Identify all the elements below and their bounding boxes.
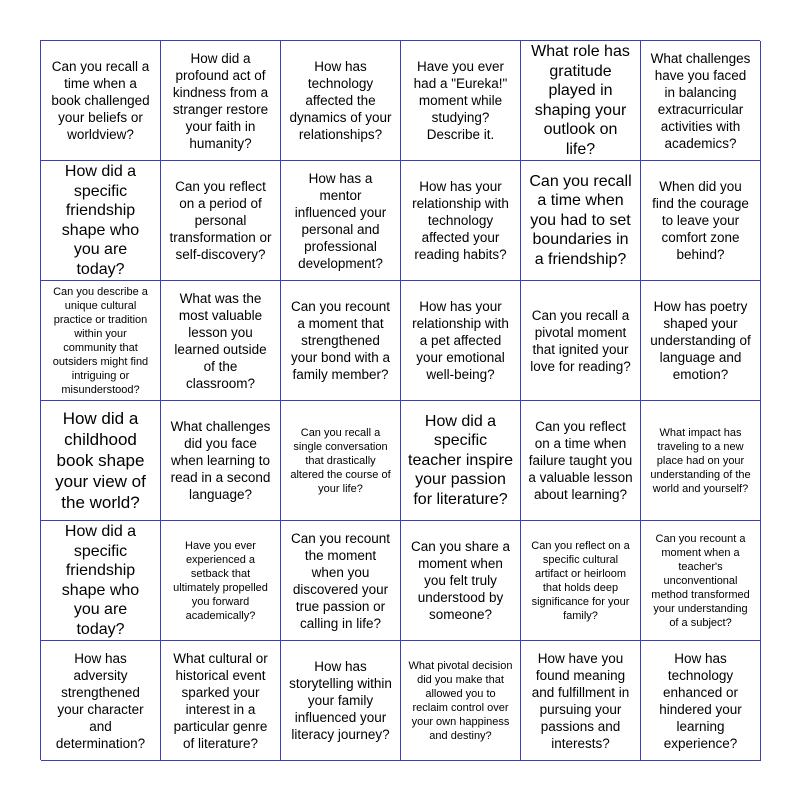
- bingo-cell[interactable]: [281, 401, 401, 521]
- bingo-cell-text: Can you reflect on a time when failure taught you a valuable lesson about learning?: [528, 419, 633, 502]
- bingo-cell[interactable]: [281, 161, 401, 281]
- bingo-cell[interactable]: [161, 641, 281, 761]
- bingo-board: [40, 40, 760, 760]
- bingo-cell-text: How has technology affected the dynamics of your relationships?: [289, 59, 392, 142]
- bingo-cell[interactable]: [161, 41, 281, 161]
- bingo-cell[interactable]: [521, 281, 641, 401]
- bingo-cell-text: How has your relationship with technology affected your reading habits?: [412, 179, 509, 262]
- bingo-cell[interactable]: [521, 161, 641, 281]
- bingo-cell-text: Can you reflect on a specific cultural artifact or heirloom that holds deep significance for your family?: [531, 539, 630, 622]
- bingo-cell-text: Can you describe a unique cultural practice or tradition within your community that outsiders might find intriguing or misunderstood?: [52, 285, 149, 396]
- bingo-cell-text: How has storytelling within your family influenced your literacy journey?: [289, 659, 392, 742]
- bingo-cell-text: How has adversity strengthened your character and determination?: [55, 650, 146, 751]
- bingo-cell-text: Can you recall a single conversation that drastically altered the course of your life?: [290, 426, 391, 495]
- bingo-cell[interactable]: [281, 41, 401, 161]
- bingo-cell[interactable]: [161, 521, 281, 641]
- bingo-cell-text: What was the most valuable lesson you learned outside of the classroom?: [174, 290, 267, 391]
- bingo-cell[interactable]: [41, 41, 161, 161]
- bingo-cell-text: Can you recall a time when a book challenged your beliefs or worldview?: [51, 59, 150, 142]
- bingo-cell[interactable]: [41, 641, 161, 761]
- bingo-cell-text: What role has gratitude played in shaping your outlook on life?: [531, 43, 630, 158]
- bingo-cell[interactable]: [521, 521, 641, 641]
- bingo-cell-text: How did a profound act of kindness from a stranger restore your faith in humanity?: [172, 50, 269, 151]
- bingo-cell-text: Have you ever had a "Eureka!" moment while studying? Describe it.: [413, 59, 508, 142]
- bingo-cell[interactable]: [41, 161, 161, 281]
- bingo-cell[interactable]: [41, 521, 161, 641]
- bingo-cell-text: How did a specific friendship shape who you are today?: [61, 523, 140, 638]
- bingo-cell-text: Can you recount a moment that strengthened your bond with a family member?: [290, 299, 391, 382]
- bingo-cell-text: How did a specific friendship shape who you are today?: [61, 163, 140, 278]
- bingo-cell-text: Can you recall a pivotal moment that ignited your love for reading?: [530, 307, 631, 374]
- bingo-cell[interactable]: [641, 41, 761, 161]
- bingo-cell[interactable]: [521, 41, 641, 161]
- bingo-cell[interactable]: [161, 281, 281, 401]
- bingo-cell-text: What impact has traveling to a new place had on your understanding of the world and yourself?: [650, 426, 751, 495]
- bingo-cell[interactable]: [641, 161, 761, 281]
- bingo-cell-text: Can you share a moment when you felt truly understood by someone?: [410, 539, 511, 622]
- bingo-cell[interactable]: [401, 521, 521, 641]
- bingo-cell-text: What challenges did you face when learning to read in a second language?: [170, 419, 271, 502]
- bingo-cell-text: How has your relationship with a pet affected your emotional well-being?: [412, 299, 509, 382]
- bingo-cell-text: What pivotal decision did you make that allowed you to reclaim control over your own happiness and destiny?: [408, 659, 513, 742]
- bingo-cell-text: Can you reflect on a period of personal transformation or self-discovery?: [169, 179, 272, 262]
- bingo-cell[interactable]: [281, 521, 401, 641]
- bingo-cell[interactable]: [401, 281, 521, 401]
- bingo-cell[interactable]: [281, 281, 401, 401]
- bingo-cell[interactable]: [281, 641, 401, 761]
- bingo-cell-text: Can you recount the moment when you discovered your true passion or calling in life?: [290, 530, 391, 631]
- bingo-cell-text: How have you found meaning and fulfillment in pursuing your passions and interests?: [531, 650, 630, 751]
- bingo-cell[interactable]: [641, 401, 761, 521]
- bingo-cell[interactable]: [641, 521, 761, 641]
- bingo-cell-text: Can you recall a time when you had to set boundaries in a friendship?: [529, 172, 632, 268]
- bingo-cell-text: How has poetry shaped your understanding of language and emotion?: [650, 299, 751, 382]
- bingo-cell[interactable]: [521, 641, 641, 761]
- bingo-cell-text: How did a childhood book shape your view of the world?: [55, 409, 146, 512]
- bingo-cell[interactable]: [521, 401, 641, 521]
- bingo-cell-text: What cultural or historical event sparked your interest in a particular genre of literature?: [173, 650, 268, 751]
- bingo-cell[interactable]: [401, 401, 521, 521]
- bingo-cell-text: How did a specific teacher inspire your passion for literature?: [408, 412, 513, 508]
- bingo-cell[interactable]: [401, 641, 521, 761]
- bingo-cell-text: Have you ever experienced a setback that ultimately propelled you forward academically?: [173, 539, 268, 622]
- bingo-cell[interactable]: [161, 401, 281, 521]
- bingo-cell[interactable]: [41, 281, 161, 401]
- bingo-cell[interactable]: [641, 641, 761, 761]
- bingo-cell[interactable]: [401, 41, 521, 161]
- bingo-cell[interactable]: [401, 161, 521, 281]
- bingo-cell-text: Can you recount a moment when a teacher's unconventional method transformed your understanding of a subject?: [651, 532, 750, 629]
- bingo-cell[interactable]: [161, 161, 281, 281]
- bingo-cell-text: How has a mentor influenced your personal and professional development?: [294, 170, 387, 271]
- bingo-cell[interactable]: [641, 281, 761, 401]
- bingo-cell-text: When did you find the courage to leave your comfort zone behind?: [652, 179, 749, 262]
- bingo-cell[interactable]: [41, 401, 161, 521]
- bingo-cell-text: What challenges have you faced in balancing extracurricular activities with academics?: [650, 50, 751, 151]
- bingo-cell-text: How has technology enhanced or hindered your learning experience?: [659, 650, 742, 751]
